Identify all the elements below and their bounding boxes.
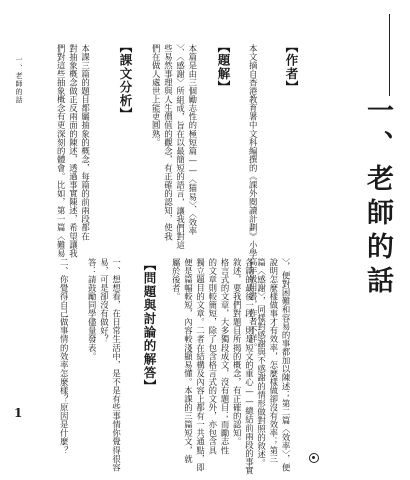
- question-line: 易，可是卻沒有做好？: [99, 258, 110, 344]
- author-heading: 【作者】: [284, 40, 299, 94]
- running-head: 一、老師的話: [15, 56, 23, 104]
- theme-line: 些易然事理與人生價值的觀念，有正確的認知，使我: [163, 44, 174, 241]
- analysis-text: [55, 44, 92, 258]
- analysis-line: 說明怎麼樣做事才有效率，怎麼樣做卻沒有效率；第三: [268, 258, 279, 463]
- analysis-line: 屬於後者。: [171, 258, 182, 301]
- analysis-continued: [170, 258, 292, 475]
- question-line: 二、你覺得自己做事情的效率怎麼樣？原因是什麼？: [59, 258, 70, 455]
- theme-heading: 【題解】: [216, 40, 231, 94]
- analysis-line: 篇〈感謝〉，同樣對感謝與不感謝的情形做對照的敘述。: [256, 258, 267, 468]
- analysis-line: 敘述，要我們對題目所揭的概念，有正確的認知。: [232, 258, 243, 446]
- circle-ornament-icon: [309, 453, 319, 463]
- page-title: 一、老師的話: [362, 96, 393, 300]
- theme-line: 們在做人處世上能更圓熟。: [151, 44, 162, 147]
- author-line: 本文摘自香港教育署中文科編撰的《課外閱讀計劃》小學高年級用書，作者不詳。: [248, 44, 259, 352]
- analysis-line: 〉，便對困難和容易的事都加以陳述；第二篇〈效率〉，便: [281, 258, 292, 472]
- theme-line: 本篇是由三個勵志性的極短篇——〈猫易〉、〈效率: [187, 44, 198, 236]
- theme-line: 〉、〈感謝〉所組成，旨在以最簡短的語言，讓我們對這: [175, 44, 186, 250]
- question-1: [86, 258, 123, 470]
- title-rule: [389, 14, 390, 96]
- analysis-line: 獨立題目的文章。二者在結構及內容上都有一共通點，即: [195, 258, 206, 472]
- analysis-line: 們對這些抽象概念有更深刻的體會。比如，第一篇〈難易: [56, 44, 67, 258]
- analysis-line: 各篇的最後一段，則是短文的重心——總結前兩段的事實: [244, 258, 255, 475]
- questions-heading: 【問題與討論的解答】: [142, 258, 157, 393]
- analysis-heading: 【課文分析】: [118, 40, 133, 121]
- analysis-line: 格言式的文章，大多獨段成文，沒有題目；而勵志性: [220, 258, 231, 455]
- theme-text: [150, 44, 199, 254]
- question-2: [58, 258, 70, 470]
- analysis-line: 的文章則較簡短，除了包含格言式的文外，亦包含具: [207, 258, 218, 455]
- analysis-line: 對抽象概念做正反兩面的陳述，透過事實陳述，希望讓我: [68, 44, 79, 258]
- answer-line: 答：請鼓勵同學儘量發表。: [87, 258, 98, 361]
- page-number: 1: [14, 406, 23, 420]
- analysis-line: 便是篇幅較短，內容較淺顯易懂。本課的三篇短文，就: [183, 258, 194, 463]
- analysis-line: 本課三篇的題目都屬抽象的概念，每篇的前兩段都在: [80, 44, 91, 241]
- question-line: 一、想想看，在日常生活中，是不是有些事情你覺得很容: [111, 258, 122, 472]
